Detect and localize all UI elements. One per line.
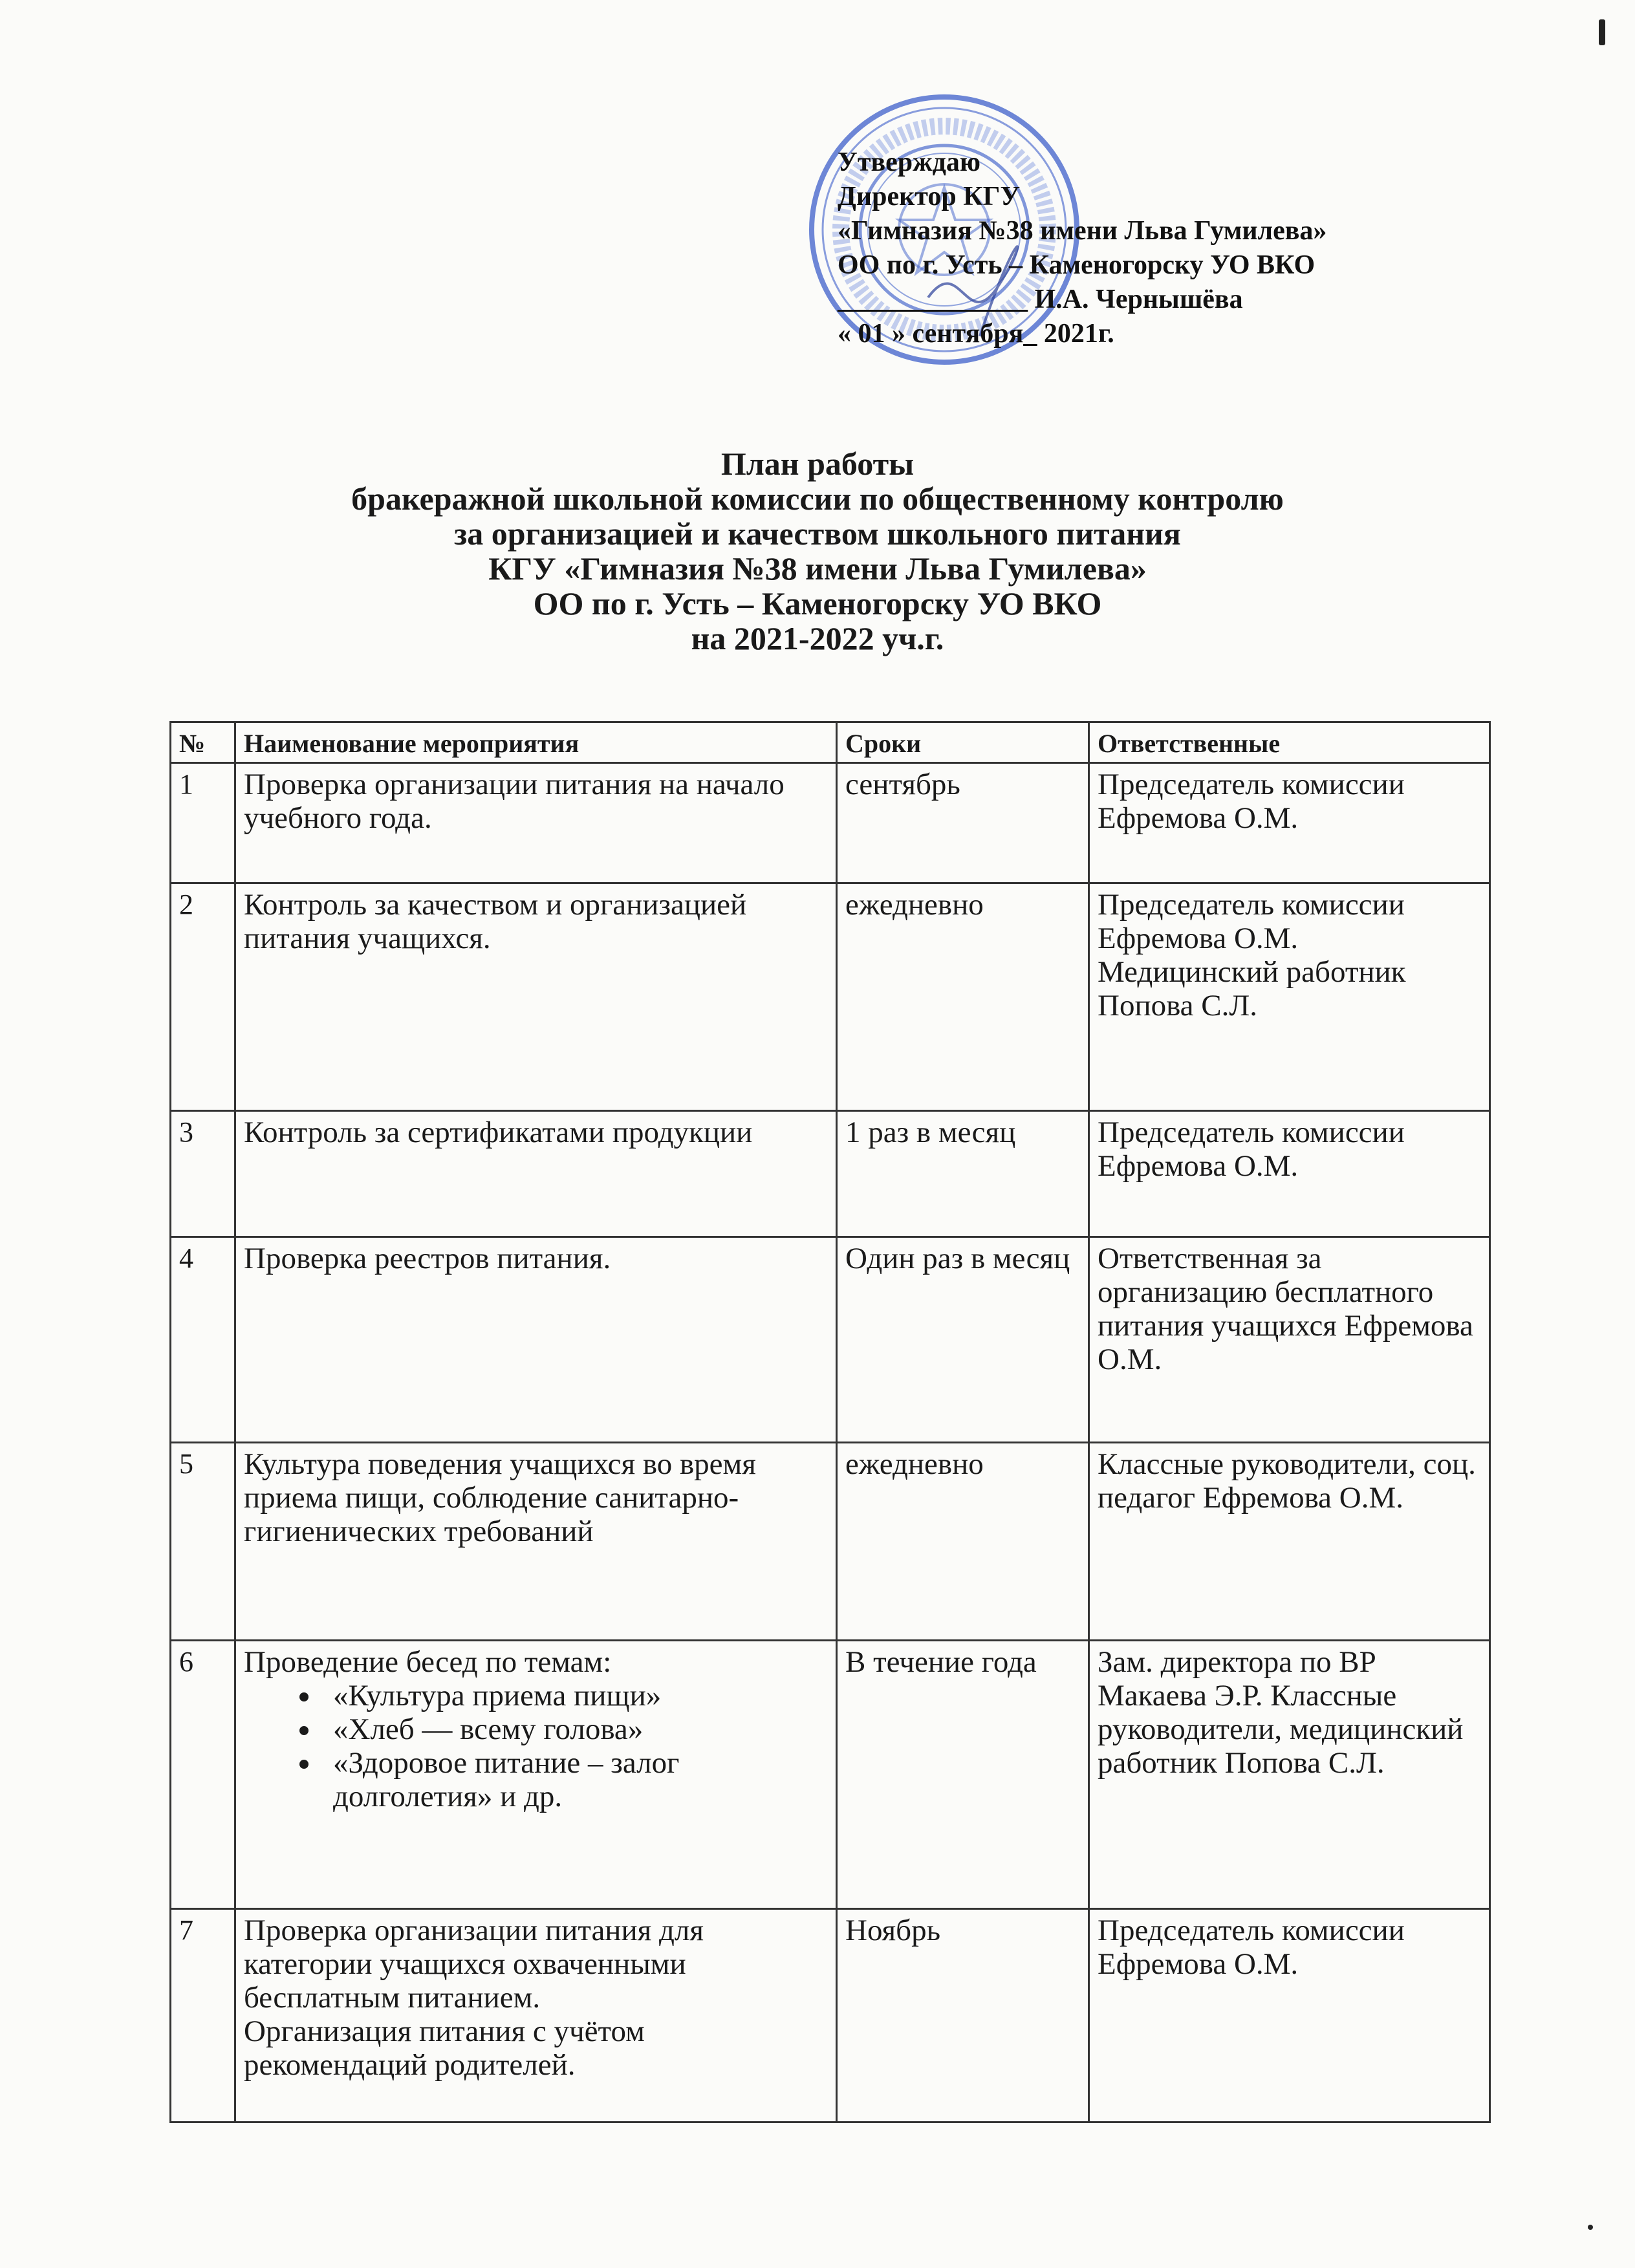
cell-responsible: Классные руководители, соц. педагог Ефремова О.М. bbox=[1089, 1443, 1490, 1641]
cell-responsible: Председатель комиссии Ефремова О.М. bbox=[1089, 763, 1490, 883]
approval-block bbox=[838, 146, 1326, 351]
cell-term: ежедневно bbox=[837, 883, 1089, 1111]
cell-name-block bbox=[235, 1909, 837, 2122]
cell-name-extra: Организация питания с учётом рекомендаций родителей. bbox=[244, 2014, 645, 2082]
approval-line: Утверждаю bbox=[838, 147, 980, 177]
cell-name: Проведение бесед по темам: bbox=[244, 1645, 612, 1679]
cell-num: 3 bbox=[171, 1111, 235, 1237]
title-line: на 2021-2022 уч.г. bbox=[691, 620, 944, 656]
cell-name-with-topics bbox=[235, 1641, 837, 1909]
cell-num: 2 bbox=[171, 883, 235, 1111]
cell-name: Проверка организации питания на начало учебного года. bbox=[235, 763, 837, 883]
title-line: План работы bbox=[720, 446, 915, 482]
cell-term: Ноябрь bbox=[837, 1909, 1089, 2122]
cell-term: ежедневно bbox=[837, 1443, 1089, 1641]
cell-name: Контроль за качеством и организацией питания учащихся. bbox=[235, 883, 837, 1111]
list-item: • «Культура приема пищи» bbox=[321, 1679, 828, 1712]
cell-term: В течение года bbox=[837, 1641, 1089, 1909]
cell-num: 1 bbox=[171, 763, 235, 883]
approval-line: Директор КГУ bbox=[838, 182, 1021, 211]
cell-term: Один раз в месяц bbox=[837, 1237, 1089, 1443]
cell-num: 6 bbox=[171, 1641, 235, 1909]
title-line: за организацией и качеством школьного питания bbox=[454, 515, 1181, 552]
cell-responsible: Председатель комиссии Ефремова О.М. bbox=[1089, 1111, 1490, 1237]
title-line: ОО по г. Усть – Каменогорску УО ВКО bbox=[533, 585, 1102, 621]
cell-responsible: Ответственная за организацию бесплатного питания учащихся Ефремова О.М. bbox=[1089, 1237, 1490, 1443]
table-row bbox=[171, 883, 1490, 1111]
cell-term: сентябрь bbox=[837, 763, 1089, 883]
cell-num: 5 bbox=[171, 1443, 235, 1641]
list-item: • «Здоровое питание – залог долголетия» и др. bbox=[321, 1746, 828, 1813]
cell-name: Проверка реестров питания. bbox=[235, 1237, 837, 1443]
topics-list bbox=[244, 1679, 828, 1813]
approval-signature-line: ______________ И.А. Чернышёва bbox=[838, 285, 1243, 314]
table-row bbox=[171, 1909, 1490, 2122]
plan-table bbox=[169, 721, 1491, 2123]
table-row bbox=[171, 1237, 1490, 1443]
header-term: Сроки bbox=[837, 722, 1089, 763]
scan-speck bbox=[1599, 19, 1605, 45]
cell-term: 1 раз в месяц bbox=[837, 1111, 1089, 1237]
table-header-row bbox=[171, 722, 1490, 763]
document-title bbox=[0, 446, 1635, 656]
table-row bbox=[171, 1111, 1490, 1237]
cell-responsible: Председатель комиссии Ефремова О.М. bbox=[1089, 1909, 1490, 2122]
list-item: • «Хлеб — всему голова» bbox=[321, 1712, 828, 1746]
table-row bbox=[171, 763, 1490, 883]
table-row bbox=[171, 1641, 1490, 1909]
table-row bbox=[171, 1443, 1490, 1641]
cell-name: Проверка организации питания для категории учащихся охваченными бесплатным питанием. bbox=[244, 1914, 704, 2014]
cell-name: Культура поведения учащихся во время приема пищи, соблюдение санитарно- гигиенических требований bbox=[235, 1443, 837, 1641]
cell-num: 7 bbox=[171, 1909, 235, 2122]
cell-name: Контроль за сертификатами продукции bbox=[235, 1111, 837, 1237]
approval-date: « 01 » сентября_ 2021г. bbox=[838, 319, 1114, 349]
title-line: КГУ «Гимназия №38 имени Льва Гумилева» bbox=[488, 550, 1147, 587]
header-responsible: Ответственные bbox=[1089, 722, 1490, 763]
header-num: № bbox=[171, 722, 235, 763]
cell-responsible: Зам. директора по ВР Макаева Э.Р. Классные руководители, медицинский работник Попова С.Л. bbox=[1089, 1641, 1490, 1909]
header-name: Наименование мероприятия bbox=[235, 722, 837, 763]
title-line: бракеражной школьной комиссии по общественному контролю bbox=[351, 481, 1284, 517]
approval-line: «Гимназия №38 имени Льва Гумилева» bbox=[838, 216, 1327, 246]
scan-speck bbox=[1588, 2225, 1593, 2230]
cell-num: 4 bbox=[171, 1237, 235, 1443]
approval-line: ОО по г. Усть – Каменогорску УО ВКО bbox=[838, 250, 1316, 280]
cell-responsible: Председатель комиссии Ефремова О.М. Медицинский работник Попова С.Л. bbox=[1089, 883, 1490, 1111]
